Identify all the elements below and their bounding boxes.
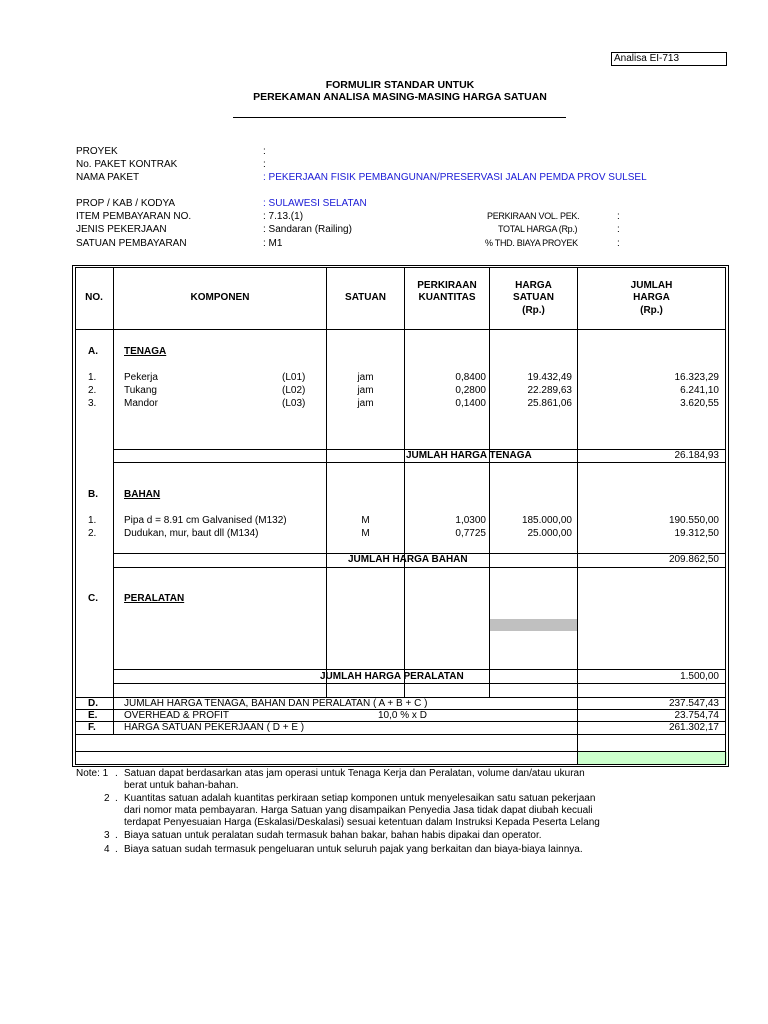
tenaga-row2-name: Tukang <box>124 385 157 396</box>
total-value: : <box>617 224 620 235</box>
peralatan-no: C. <box>88 593 98 604</box>
analysis-code-box: Analisa EI-713 <box>611 52 727 66</box>
col-divider-kuantitas <box>489 267 490 697</box>
tenaga-row1-no: 1. <box>88 372 97 383</box>
row-d-no: D. <box>88 698 98 709</box>
bahan-row2-name: Dudukan, mur, baut dll (M134) <box>124 528 259 539</box>
note-4-no: 4 <box>104 844 110 855</box>
bahan-row1-name: Pipa d = 8.91 cm Galvanised (M132) <box>124 515 287 526</box>
note-2-line3: terdapat Penyesuaian Harga (Eskalasi/Deskalasi) sesuai ketentuan dalam Instruksi Kepada Peserta Lelang <box>124 817 600 828</box>
tenaga-title: TENAGA <box>124 346 167 357</box>
note-2-line2: dari nomor mata pembayaran. Harga Satuan yang disampaikan Penyedia Jasa tidak dapat diubah kecuali <box>124 805 593 816</box>
bahan-row2-price: 25.000,00 <box>527 528 572 539</box>
table-border-top-inner <box>75 267 726 268</box>
tenaga-row1-qty: 0,8400 <box>455 372 486 383</box>
jenis-label: JENIS PEKERJAAN <box>76 224 167 235</box>
prop-value: : SULAWESI SELATAN <box>263 198 367 209</box>
bahan-sum-label: JUMLAH HARGA BAHAN <box>348 554 468 565</box>
item-label: ITEM PEMBAYARAN NO. <box>76 211 192 222</box>
note-3-dot: . <box>115 830 118 841</box>
row-e-rate: 10,0 % x D <box>378 710 427 721</box>
tenaga-row3-total: 3.620,55 <box>680 398 719 409</box>
peralatan-gray-cell <box>490 619 577 631</box>
tenaga-no: A. <box>88 346 98 357</box>
tenaga-row2-total: 6.241,10 <box>680 385 719 396</box>
header-komponen: KOMPONEN <box>190 292 250 303</box>
bahan-no: B. <box>88 489 98 500</box>
tenaga-row3-name: Mandor <box>124 398 158 409</box>
table-border-bottom <box>72 766 729 767</box>
col-divider-no <box>113 267 114 697</box>
row-e-label: OVERHEAD & PROFIT <box>124 710 230 721</box>
tenaga-row2-qty: 0,2800 <box>455 385 486 396</box>
peralatan-sum-bottom <box>113 683 726 684</box>
tenaga-row3-no: 3. <box>88 398 97 409</box>
col-divider-komponen <box>326 267 327 697</box>
tenaga-row2-no: 2. <box>88 385 97 396</box>
bahan-row2-total: 19.312,50 <box>674 528 719 539</box>
tenaga-row1-price: 19.432,49 <box>527 372 572 383</box>
bahan-row1-unit: M <box>361 515 370 526</box>
row-e-no: E. <box>88 710 98 721</box>
header-harga-2: SATUAN <box>513 292 554 303</box>
tenaga-sum-value: 26.184,93 <box>674 450 719 461</box>
bahan-sum-bottom <box>113 567 726 568</box>
proyek-value: : <box>263 146 266 157</box>
row-extra-top <box>75 751 726 752</box>
row-f-value: 261.302,17 <box>668 722 719 733</box>
note-3-line1: Biaya satuan untuk peralatan sudah termasuk bahan bakar, bahan habis dipakai dan operator. <box>124 830 542 841</box>
item-value: : 7.13.(1) <box>263 211 304 222</box>
col-divider-satuan <box>404 267 405 697</box>
vol-value: : <box>617 211 620 222</box>
row-f-no: F. <box>88 722 96 733</box>
header-divider <box>75 329 726 330</box>
tenaga-row3-code: (L03) <box>282 398 306 409</box>
persen-value: : <box>617 238 620 249</box>
prop-label: PROP / KAB / KODYA <box>76 198 176 209</box>
proyek-label: PROYEK <box>76 146 118 157</box>
nama-paket-value: : PEKERJAAN FISIK PEMBANGUNAN/PRESERVASI JALAN PEMDA PROV SULSEL <box>263 172 647 183</box>
tenaga-row3-unit: jam <box>357 398 374 409</box>
form-title-line2: PEREKAMAN ANALISA MASING-MASING HARGA SATUAN <box>253 91 547 103</box>
tenaga-sum-bottom <box>113 462 726 463</box>
note-label: Note: 1 <box>76 768 109 779</box>
tenaga-row2-unit: jam <box>357 385 374 396</box>
note-4-dot: . <box>115 844 118 855</box>
note-3-no: 3 <box>104 830 110 841</box>
tenaga-row3-price: 25.861,06 <box>527 398 572 409</box>
bahan-row2-no: 2. <box>88 528 97 539</box>
tenaga-row3-qty: 0,1400 <box>455 398 486 409</box>
header-harga-1: HARGA <box>515 280 552 291</box>
tenaga-row1-total: 16.323,29 <box>674 372 719 383</box>
tenaga-row2-price: 22.289,63 <box>527 385 572 396</box>
note-4-line1: Biaya satuan sudah termasuk pengeluaran untuk seluruh pajak yang berkaitan dan biaya-biaya lainnya. <box>124 844 583 855</box>
header-kuantitas-2: KUANTITAS <box>418 292 476 303</box>
row-e-value: 23.754,74 <box>674 710 719 721</box>
tenaga-row1-name: Pekerja <box>124 372 158 383</box>
bahan-sum-value: 209.862,50 <box>668 554 719 565</box>
tenaga-sum-label: JUMLAH HARGA TENAGA <box>406 450 532 461</box>
header-kuantitas-1: PERKIRAAN <box>417 280 477 291</box>
tenaga-row1-unit: jam <box>357 372 374 383</box>
peralatan-sum-value: 1.500,00 <box>680 671 719 682</box>
header-jumlah-1: JUMLAH <box>630 280 673 291</box>
title-divider <box>233 117 566 118</box>
header-jumlah-2: HARGA <box>633 292 670 303</box>
bahan-row2-unit: M <box>361 528 370 539</box>
bahan-row1-price: 185.000,00 <box>521 515 572 526</box>
bahan-row1-qty: 1,0300 <box>455 515 486 526</box>
row-d-value: 237.547,43 <box>668 698 719 709</box>
tenaga-row1-code: (L01) <box>282 372 306 383</box>
table-border-left-inner <box>75 267 76 765</box>
persen-label: % THD. BIAYA PROYEK <box>485 238 578 248</box>
note-1-line2: berat untuk bahan-bahan. <box>124 780 239 791</box>
row-f-bottom <box>75 734 726 735</box>
row-d-label: JUMLAH HARGA TENAGA, BAHAN DAN PERALATAN ( A + B + C ) <box>124 698 428 709</box>
header-no: NO. <box>85 292 103 303</box>
paket-kontrak-label: No. PAKET KONTRAK <box>76 159 178 170</box>
vol-label: PERKIRAAN VOL. PEK. <box>487 211 580 221</box>
table-border-top <box>72 265 729 266</box>
table-border-left <box>72 265 73 767</box>
table-border-right <box>728 265 729 767</box>
total-label: TOTAL HARGA (Rp.) <box>498 224 578 234</box>
summary-col-divider <box>113 697 114 734</box>
satuan-label: SATUAN PEMBAYARAN <box>76 238 187 249</box>
row-f-label: HARGA SATUAN PEKERJAAN ( D + E ) <box>124 722 305 733</box>
note-2-no: 2 <box>104 793 110 804</box>
bahan-title: BAHAN <box>124 489 161 500</box>
header-harga-3: (Rp.) <box>522 305 545 316</box>
peralatan-sum-label: JUMLAH HARGA PERALATAN <box>320 671 464 682</box>
header-jumlah-3: (Rp.) <box>640 305 663 316</box>
note-1-dot: . <box>115 768 118 779</box>
tenaga-row2-code: (L02) <box>282 385 306 396</box>
table-border-bottom-inner <box>75 764 726 765</box>
header-satuan: SATUAN <box>345 292 386 303</box>
note-1-line1: Satuan dapat berdasarkan atas jam operasi untuk Tenaga Kerja dan Peralatan, volume dan/atau ukuran <box>124 768 585 779</box>
peralatan-sum-top <box>113 669 726 670</box>
jenis-value: : Sandaran (Railing) <box>263 224 352 235</box>
table-border-right-inner <box>725 267 726 765</box>
bahan-row1-no: 1. <box>88 515 97 526</box>
bahan-row1-total: 190.550,00 <box>668 515 719 526</box>
peralatan-title: PERALATAN <box>124 593 185 604</box>
satuan-value: : M1 <box>263 238 283 249</box>
note-2-line1: Kuantitas satuan adalah kuantitas perkiraan setiap komponen untuk menyelesaikan satu satuan pekerjaan <box>124 793 596 804</box>
note-2-dot: . <box>115 793 118 804</box>
form-title-line1: FORMULIR STANDAR UNTUK <box>325 79 475 91</box>
bahan-row2-qty: 0,7725 <box>455 528 486 539</box>
paket-kontrak-value: : <box>263 159 266 170</box>
nama-paket-label: NAMA PAKET <box>76 172 140 183</box>
